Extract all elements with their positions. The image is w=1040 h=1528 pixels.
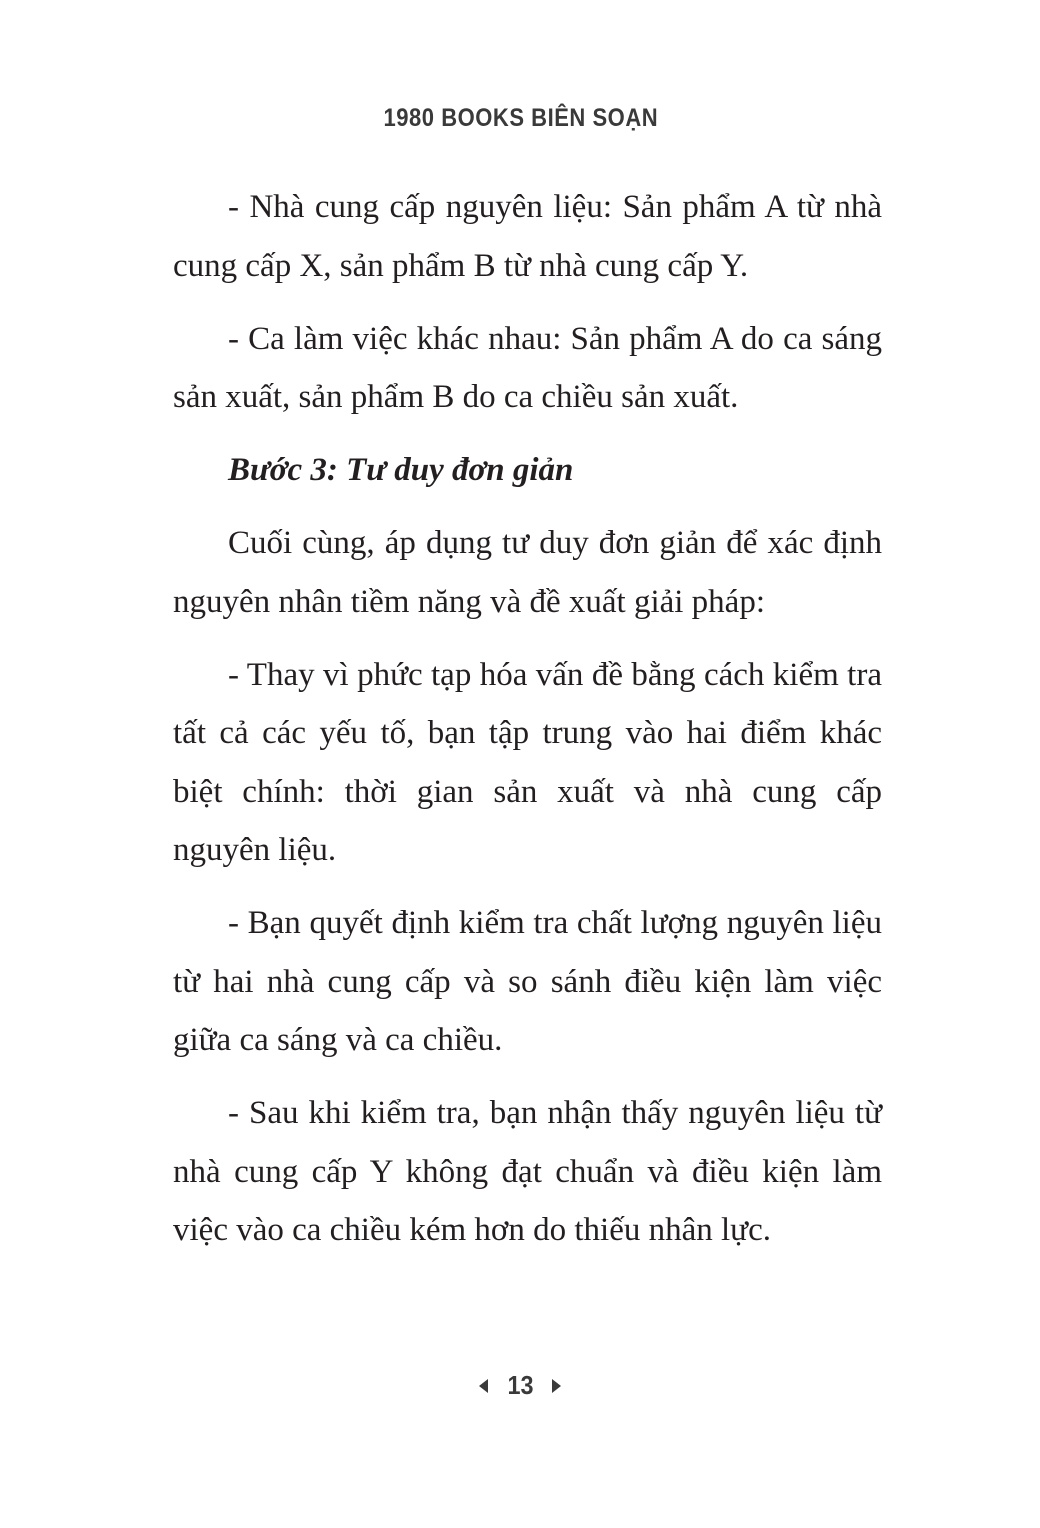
page-navigation [0, 1370, 1040, 1401]
page-body [173, 178, 882, 1274]
paragraph-focus-differences: - Thay vì phức tạp hóa vấn đề bằng cách kiểm tra tất cả các yếu tố, bạn tập trung vào hai điểm khác biệt chính: thời gian sản xuất và nhà cung cấp nguyên liệu. [173, 656, 882, 868]
paragraph-conclusion-intro: Cuối cùng, áp dụng tư duy đơn giản để xác định nguyên nhân tiềm năng và đề xuất giải pháp: [173, 525, 882, 620]
triangle-left-icon[interactable] [479, 1379, 488, 1393]
running-header: 1980 BOOKS BIÊN SOẠN [383, 104, 659, 132]
paragraph-raw-material-supplier: - Nhà cung cấp nguyên liệu: Sản phẩm A từ nhà cung cấp X, sản phẩm B từ nhà cung cấp Y. [173, 189, 882, 284]
paragraph-work-shifts: - Ca làm việc khác nhau: Sản phẩm A do ca sáng sản xuất, sản phẩm B do ca chiều sản xuất. [173, 320, 882, 415]
paragraph-findings: - Sau khi kiểm tra, bạn nhận thấy nguyên liệu từ nhà cung cấp Y không đạt chuẩn và điều kiện làm việc vào ca chiều kém hơn do thiếu nhân lực. [173, 1095, 882, 1248]
paragraph-check-quality: - Bạn quyết định kiểm tra chất lượng nguyên liệu từ hai nhà cung cấp và so sánh điều kiện làm việc giữa ca sáng và ca chiều. [173, 905, 882, 1058]
page-number: 13 [506, 1370, 534, 1400]
triangle-right-icon[interactable] [552, 1379, 561, 1393]
step-3-heading: Bước 3: Tư duy đơn giản [228, 452, 574, 488]
